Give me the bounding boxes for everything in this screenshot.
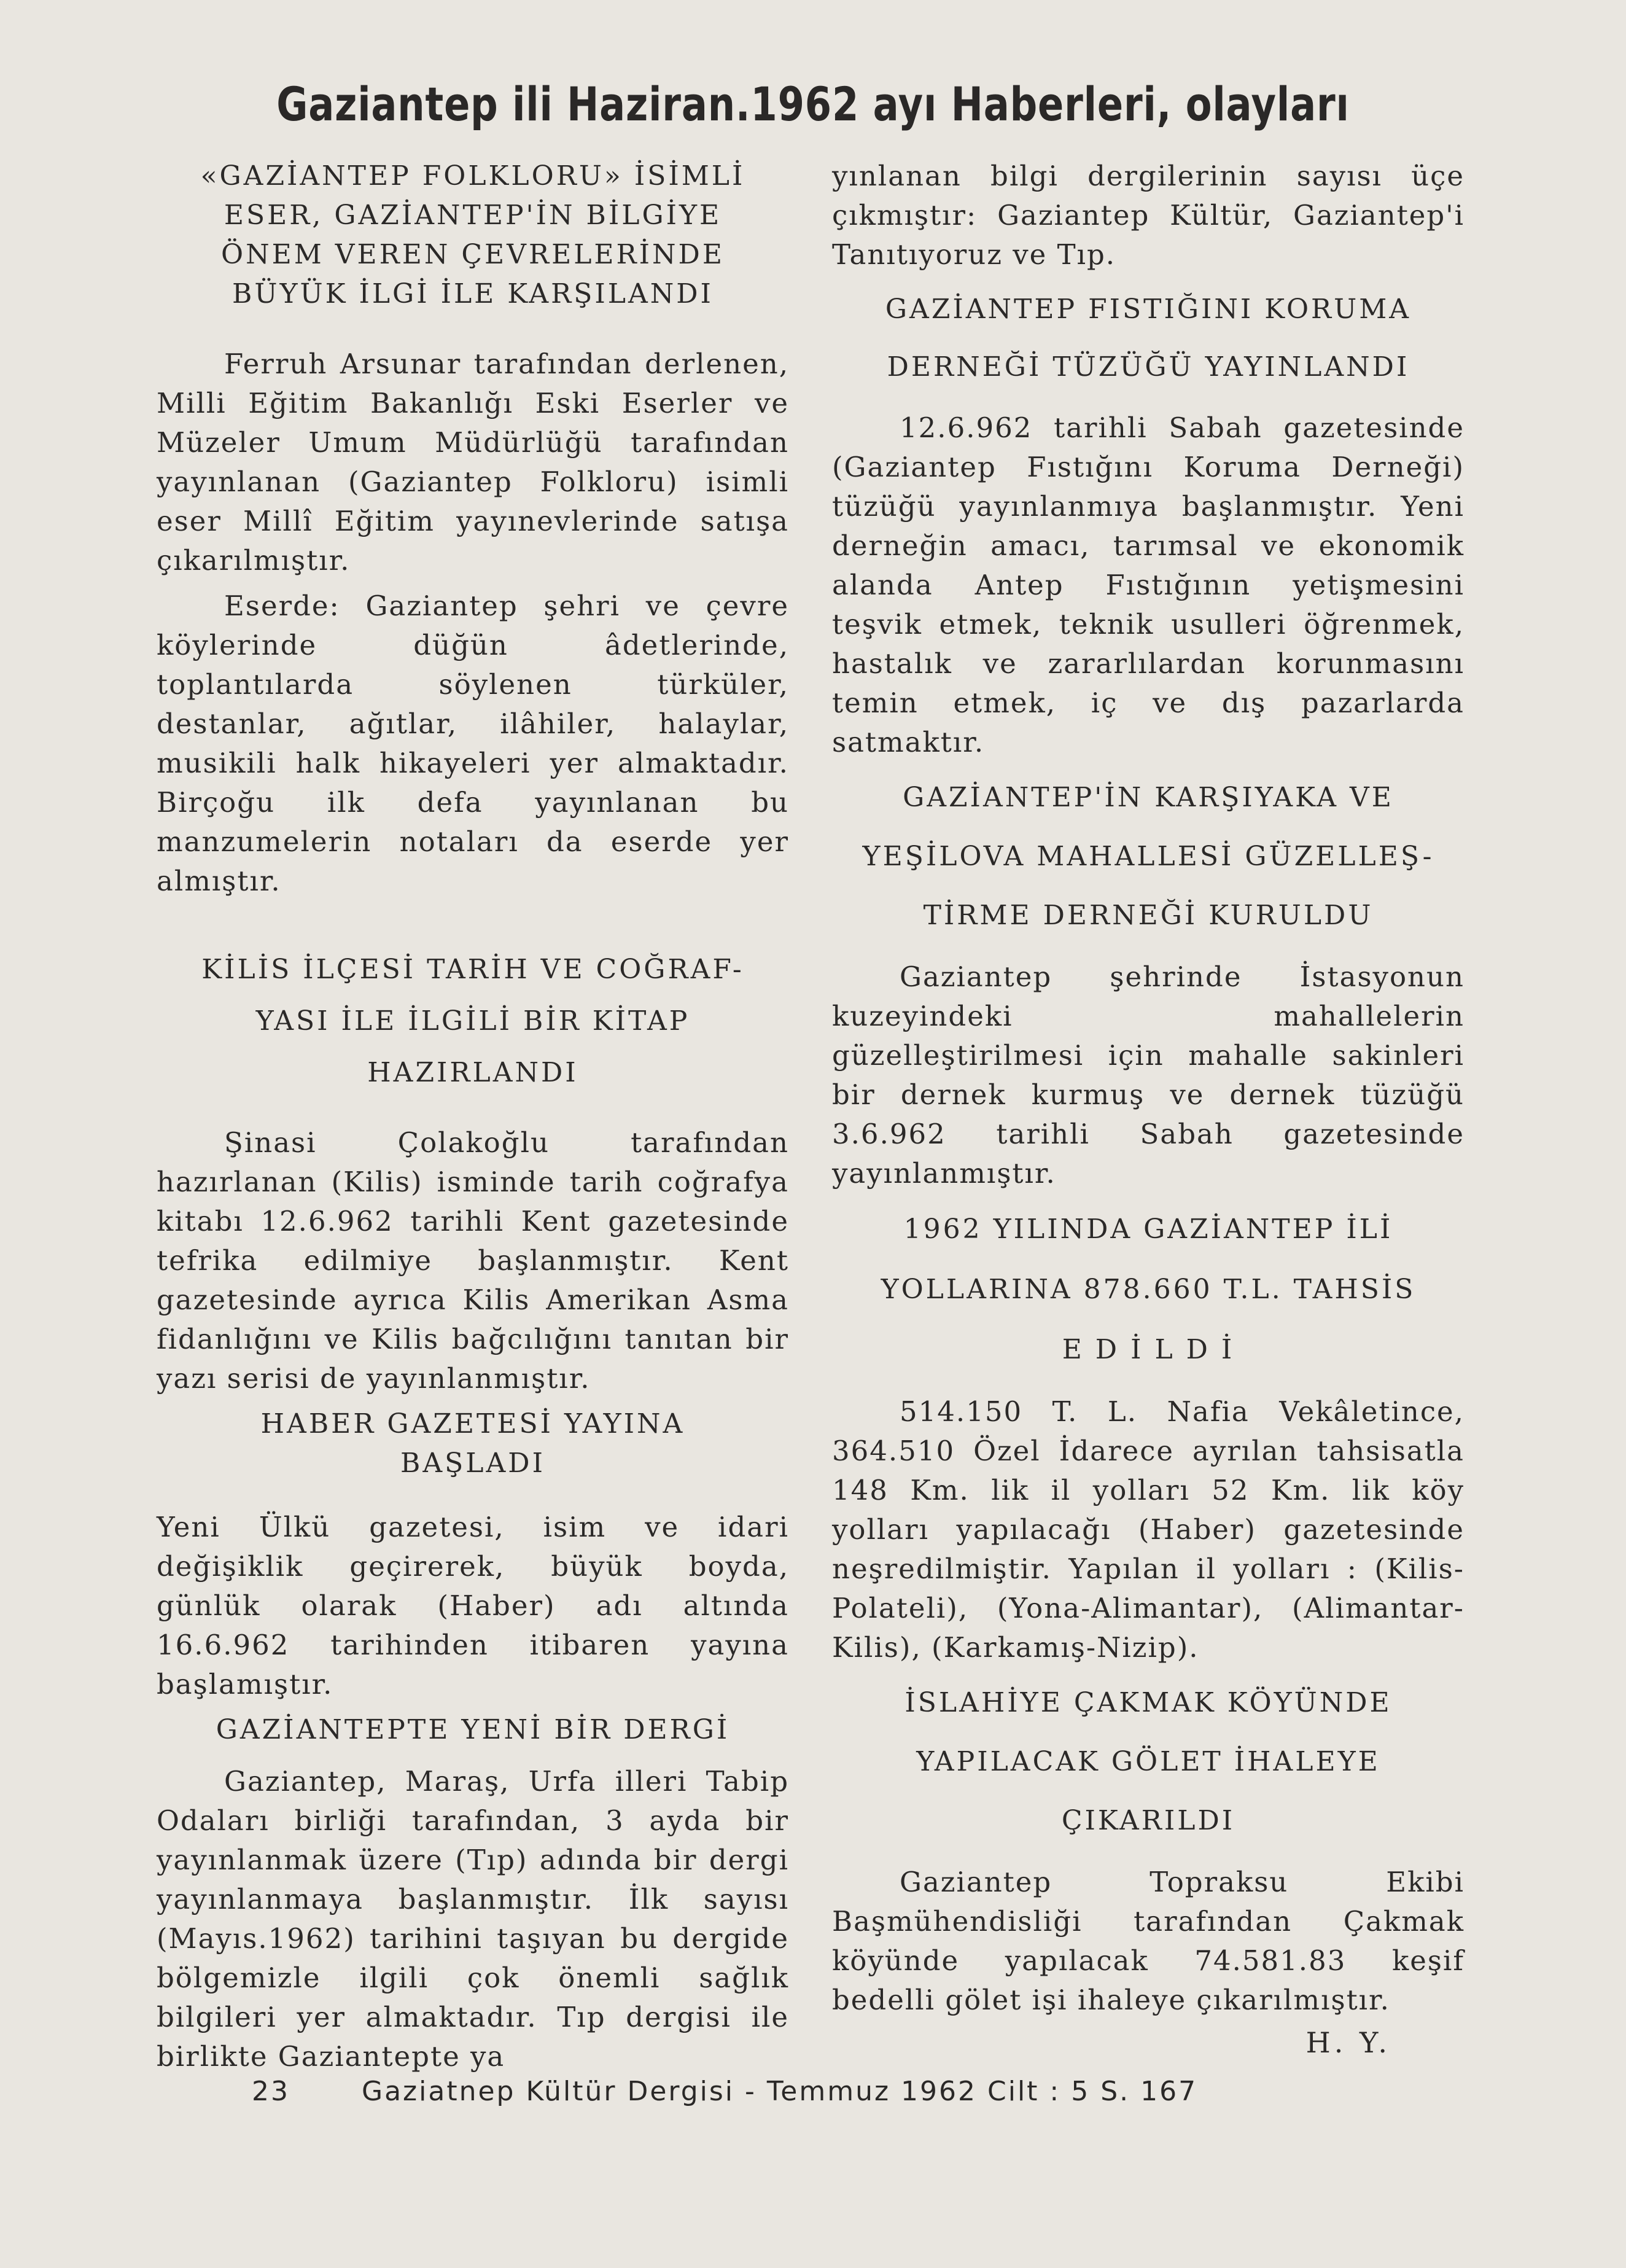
page-title: Gaziantep ili Haziran.1962 ayı Haberleri, olayları (276, 77, 1350, 131)
continued-paragraph: yınlanan bilgi dergilerinin sayısı üçe çıkmıştır: Gaziantep Kültür, Gaziantep'i Tanıtıyoruz ve Tıp. (832, 160, 1465, 271)
article-paragraph: Ferruh Arsunar tarafından derlenen, Milli Eğitim Bakanlığı Eski Eserler ve Müzeler Umum Müdürlüğü tarafından yayınlanan (Gaziantep Folkloru) isimli eser Millî Eğitim yayınevlerinde satışa çıkarılmıştır. (157, 348, 789, 577)
article-paragraph: 12.6.962 tarihli Sabah gazetesinde (Gaziantep Fıstığını Koruma Derneği) tüzüğü yayınlanmıya başlanmıştır. Yeni derneğin amacı, tarımsal ve ekonomik alanda Antep Fıstığının yetişmesini teşvik etmek, teknik usulleri öğrenmek, hastalık ve zararlılardan korunmasını temin etmek, iç ve dış pazarlarda satmaktır. (832, 411, 1465, 758)
heading-line: YASI İLE İLGİLİ BİR KİTAP (255, 1005, 690, 1037)
heading-line: ESER, GAZİANTEP'İN BİLGİYE (224, 200, 722, 231)
heading-line: 1962 YILINDA GAZİANTEP İLİ (903, 1214, 1393, 1245)
article-paragraph: Şinasi Çolakoğlu tarafından hazırlanan (Kilis) isminde tarih coğrafya kitabı 12.6.962 tarihli Kent gazetesinde tefrika edilmiye başlanmıştır. Kent gazetesinde ayrıca Kilis Amerikan Asma fidanlığını ve Kilis bağcılığını tanıtan bir yazı serisi de yayınlanmıştır. (157, 1126, 789, 1395)
article-heading (832, 1199, 1465, 1380)
footer-text: Gaziatnep Kültür Dergisi - Temmuz 1962 Cilt : 5 S. 167 (362, 2076, 1198, 2107)
heading-line: GAZİANTEP'İN KARŞIYAKA VE (903, 782, 1394, 813)
right-column (832, 157, 1465, 2059)
heading-line: BÜYÜK İLGİ İLE KARŞILANDI (232, 278, 714, 310)
article-paragraph: 514.150 T. L. Nafia Vekâletince, 364.510 Özel İdarece ayrılan tahsisatla 148 Km. lik il yolları 52 Km. lik köy yolları yapılacağı (Haber) gazetesinde neşredilmiştir. Yapılan il yolları : (Kilis-Polateli), (Yona-Alimantar), (Alimantar-Kilis), (Karkamış-Nizip). (832, 1395, 1465, 1664)
article (157, 1710, 789, 2076)
heading-line: ÖNEM VEREN ÇEVRELERİNDE (221, 239, 725, 270)
heading-line: YOLLARINA 878.660 T.L. TAHSİS (881, 1274, 1416, 1305)
article (832, 1199, 1465, 1667)
article-paragraph: Yeni Ülkü gazetesi, isim ve idari değişiklik geçirerek, büyük boyda, günlük olarak (Haber) adı altında 16.6.962 tarihinden itibaren yayına başlamıştır. (157, 1511, 789, 1701)
article-paragraph: Gaziantep, Maraş, Urfa illeri Tabip Odaları birliği tarafından, 3 ayda bir yayınlanmak üzere (Tıp) adında bir dergi yayınlanmaya başlanmıştır. İlk sayısı (Mayıs.1962) tarihini taşıyan bu dergide bölgemizle ilgili çok önemli sağlık bilgileri yer almaktadır. Tıp dergisi ile birlikte Gaziantepte ya (157, 1765, 789, 2073)
article-heading (157, 1405, 789, 1483)
heading-line: DERNEĞİ TÜZÜĞÜ YAYINLANDI (887, 351, 1410, 383)
author-signature: H. Y. (1305, 2026, 1391, 2059)
article-heading (832, 768, 1465, 945)
article (832, 1674, 1465, 2020)
heading-line: YEŞİLOVA MAHALLESİ GÜZELLEŞ- (862, 841, 1434, 872)
article-heading (157, 944, 789, 1099)
article (832, 768, 1465, 1193)
heading-line: HAZIRLANDI (367, 1057, 578, 1088)
article-heading (157, 157, 789, 314)
heading-line: «GAZİANTEP FOLKLORU» İSİMLİ (200, 160, 745, 192)
page-footer (252, 2076, 1197, 2107)
heading-line: BAŞLADI (400, 1448, 545, 1479)
heading-line: HABER GAZETESİ YAYINA (260, 1408, 685, 1440)
article (157, 157, 789, 901)
article (832, 281, 1465, 762)
page-number: 23 (252, 2076, 290, 2107)
heading-line: KİLİS İLÇESİ TARİH VE COĞRAF- (201, 954, 744, 985)
article-paragraph: Eserde: Gaziantep şehri ve çevre köylerinde düğün âdetlerinde, toplantılarda söylenen türküler, destanlar, ağıtlar, ilâhiler, halaylar, musikili halk hikayeleri yer almaktadır. Birçoğu ilk defa yayınlanan bu manzumelerin notaları da eserde yer almıştır. (157, 590, 789, 897)
article (157, 1405, 789, 1704)
heading-line: TİRME DERNEĞİ KURULDU (923, 900, 1374, 931)
heading-line: GAZİANTEPTE YENİ BİR DERGİ (216, 1714, 730, 1745)
heading-line: İSLAHİYE ÇAKMAK KÖYÜNDE (904, 1687, 1392, 1718)
article-heading (832, 1674, 1465, 1850)
article-paragraph: Gaziantep şehrinde İstasyonun kuzeyindeki mahallelerin güzelleştirilmesi için mahalle sakinleri bir dernek kurmuş ve dernek tüzüğü 3.6.962 tarihli Sabah gazetesinde yayınlanmıştır. (832, 961, 1465, 1190)
article-paragraph: Gaziantep Topraksu Ekibi Başmühendisliği tarafından Çakmak köyünde yapılacak 74.581.83 keşif bedelli gölet işi ihaleye çıkarılmıştır. (832, 1866, 1465, 2016)
heading-line: GAZİANTEP FISTIĞINI KORUMA (885, 294, 1412, 325)
article (157, 944, 789, 1398)
heading-line: E D İ L D İ (1062, 1334, 1235, 1365)
left-column (157, 157, 789, 2083)
article-heading (832, 281, 1465, 396)
article-heading (157, 1710, 789, 1750)
heading-line: YAPILACAK GÖLET İHALEYE (916, 1746, 1380, 1777)
heading-line: ÇIKARILDI (1061, 1805, 1235, 1836)
